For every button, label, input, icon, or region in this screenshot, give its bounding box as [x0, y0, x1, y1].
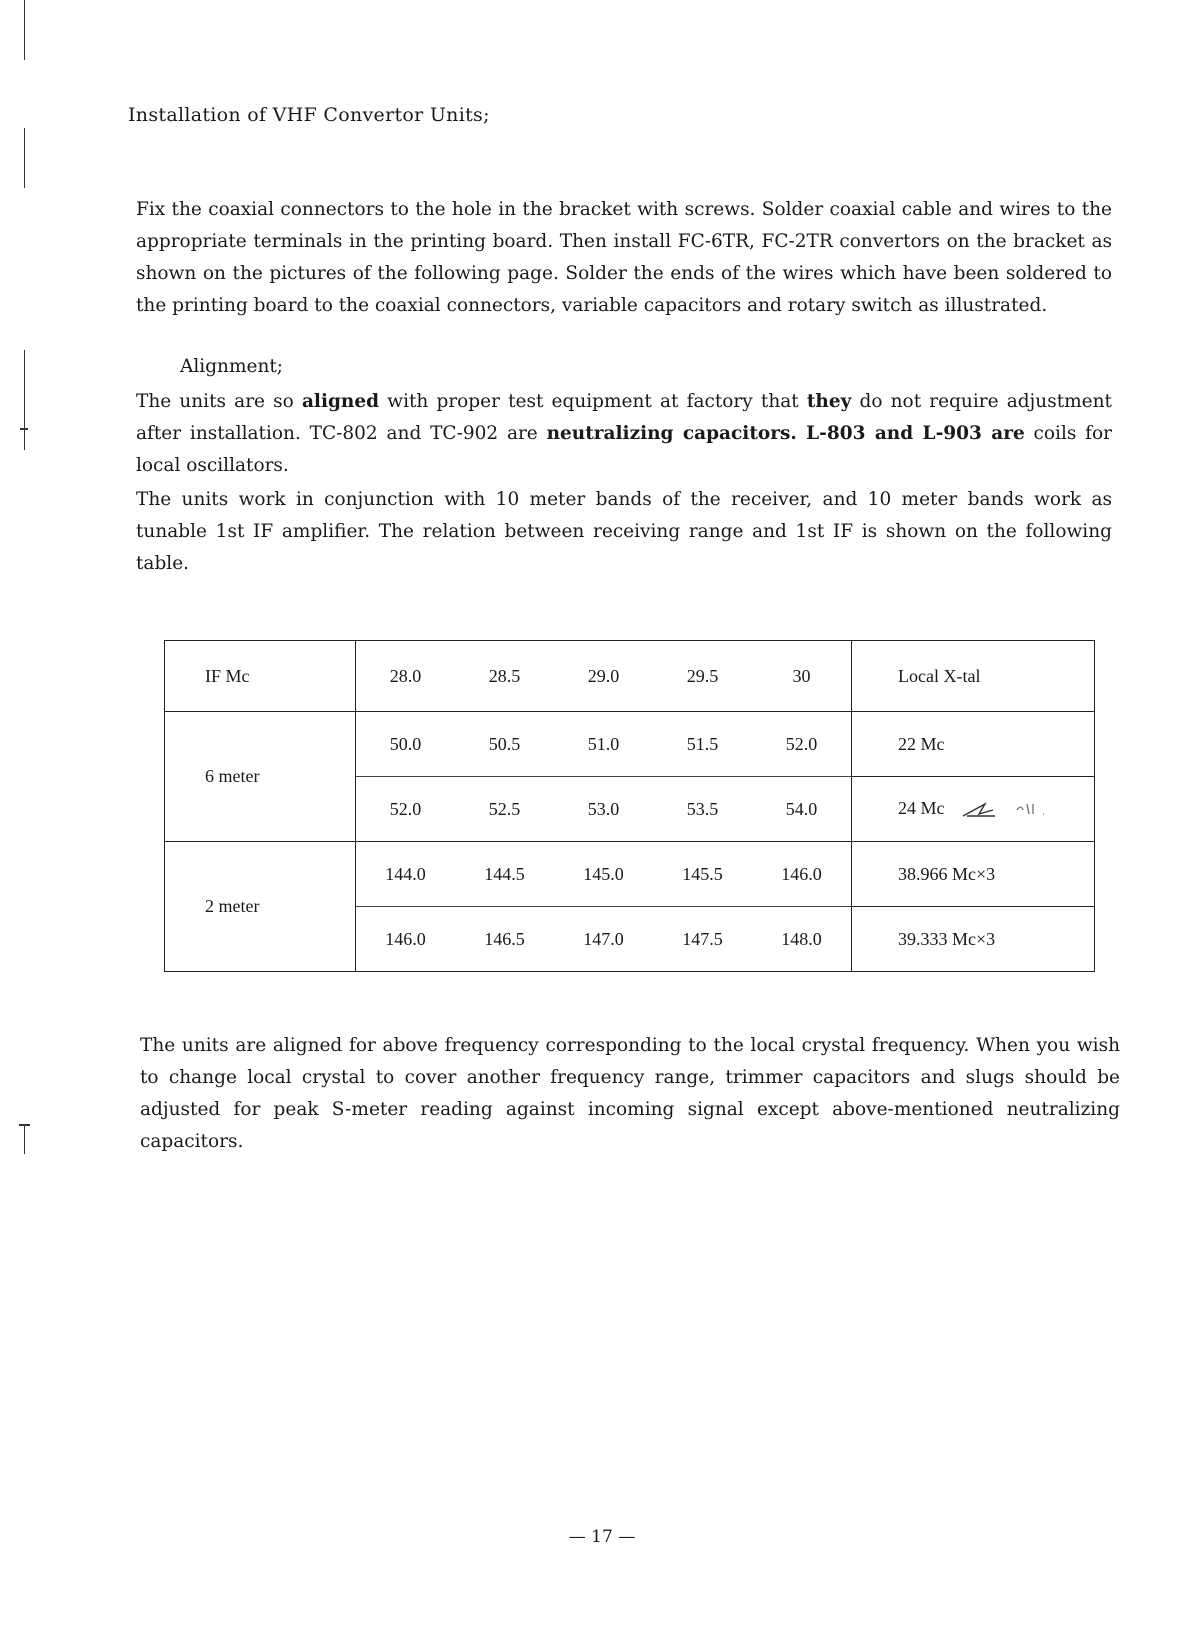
alignment-bold-text: neutralizing capacitors. L-803 and L-903 are: [546, 423, 1025, 444]
freq-cell: 148.0: [752, 907, 852, 972]
page-number: — 17 —: [568, 1527, 636, 1547]
freq-cell: 52.0: [356, 777, 456, 842]
freq-cell: 146.0: [752, 842, 852, 907]
if-value-cell: 28.5: [455, 641, 554, 712]
freq-cell: 147.5: [653, 907, 752, 972]
alignment-paragraph: [136, 386, 1112, 482]
margin-mark: [19, 1124, 30, 1126]
table-row: [165, 842, 1095, 907]
alignment-text: with proper test equipment at factory that: [379, 391, 807, 412]
table-row: [165, 712, 1095, 777]
alignment-text: coils for local oscillators.: [136, 423, 1112, 476]
section-heading: Installation of VHF Convertor Units;: [128, 104, 490, 126]
freq-cell: 146.0: [356, 907, 456, 972]
freq-cell: 147.0: [554, 907, 653, 972]
alignment-text: do not require adjustment after installation. TC-802 and TC-902 are: [136, 391, 1112, 444]
if-value-cell: 30: [752, 641, 852, 712]
handwritten-mark-icon: [959, 798, 1049, 820]
freq-cell: 146.5: [455, 907, 554, 972]
xtal-value: 24 Mc: [898, 797, 945, 818]
freq-cell: 52.0: [752, 712, 852, 777]
alignment-heading: Alignment;: [180, 356, 284, 377]
installation-paragraph: Fix the coaxial connectors to the hole in the bracket with screws. Solder coaxial cable and wires to the appropriate terminals in the printing board. Then install FC-6TR, FC-2TR convertors on the bracket as shown on the pictures of the following page. Solder the ends of the wires which have been soldered to the printing board to the coaxial connectors, variable capacitors and rotary switch as illustrated.: [136, 199, 1112, 316]
freq-cell: 52.5: [455, 777, 554, 842]
if-value-cell: 28.0: [356, 641, 456, 712]
margin-mark: [20, 428, 28, 430]
xtal-cell: 38.966 Mc×3: [852, 842, 1095, 907]
if-header-cell: IF Mc: [165, 641, 356, 712]
band-label-2-meter: 2 meter: [165, 842, 356, 972]
freq-cell: 144.0: [356, 842, 456, 907]
freq-cell: 53.0: [554, 777, 653, 842]
margin-mark: [24, 1124, 25, 1154]
alignment-bold-text: they: [806, 391, 852, 412]
freq-cell: 145.5: [653, 842, 752, 907]
freq-cell: 50.5: [455, 712, 554, 777]
freq-cell: 51.0: [554, 712, 653, 777]
frequency-table: [164, 640, 1095, 972]
xtal-cell: 39.333 Mc×3: [852, 907, 1095, 972]
freq-cell: 144.5: [455, 842, 554, 907]
alignment-text: The units are so: [136, 391, 302, 412]
freq-cell: 50.0: [356, 712, 456, 777]
freq-cell: 54.0: [752, 777, 852, 842]
xtal-cell: 22 Mc: [852, 712, 1095, 777]
if-value-cell: 29.0: [554, 641, 653, 712]
alignment-bold-text: aligned: [301, 391, 380, 412]
crystal-change-paragraph: The units are aligned for above frequency corresponding to the local crystal frequency. When you wish to change local crystal to cover another frequency range, trimmer capacitors and slugs should be adjusted for peak S-meter reading against incoming signal except above-mentioned neutralizing capacitors.: [140, 1035, 1120, 1152]
band-label-6-meter: 6 meter: [165, 712, 356, 842]
freq-cell: 145.0: [554, 842, 653, 907]
margin-mark: [24, 350, 25, 450]
margin-mark: [24, 0, 25, 60]
freq-cell: 51.5: [653, 712, 752, 777]
if-value-cell: 29.5: [653, 641, 752, 712]
table-header-row: [165, 641, 1095, 712]
freq-cell: 53.5: [653, 777, 752, 842]
margin-mark: [24, 128, 25, 188]
xtal-cell: [852, 777, 1095, 842]
if-relation-paragraph: The units work in conjunction with 10 meter bands of the receiver, and 10 meter bands work as tunable 1st IF amplifier. The relation between receiving range and 1st IF is shown on the following table.: [136, 489, 1112, 574]
xtal-header-cell: Local X-tal: [852, 641, 1095, 712]
